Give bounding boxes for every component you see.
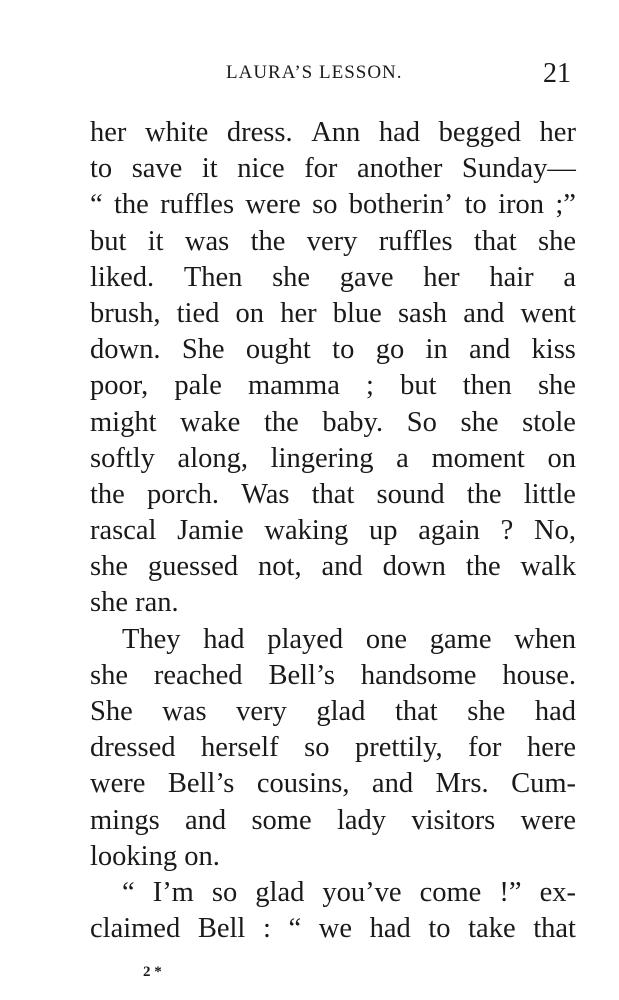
text-line [90, 368, 576, 404]
text-word: so [211, 876, 238, 908]
text-word: reached [153, 659, 243, 691]
text-word: dress. [226, 117, 293, 148]
text-word: so [304, 732, 330, 764]
running-title: LAURA’S LESSON. [226, 62, 403, 83]
text-word: poor, [90, 370, 149, 402]
text-word: went [520, 297, 576, 329]
text-word: a [396, 442, 409, 474]
text-word: tied [176, 297, 220, 329]
text-word: the [114, 189, 149, 221]
text-word: were [520, 804, 576, 836]
text-word: She [181, 334, 225, 366]
text-word: “ [122, 876, 135, 908]
text-word: glad [255, 876, 305, 908]
text-word: that [311, 478, 355, 510]
text-line [90, 405, 576, 441]
text-word: her [90, 117, 127, 148]
text-line [90, 260, 576, 296]
text-word: but [400, 370, 437, 402]
text-word: sound [376, 478, 445, 510]
text-line [90, 151, 576, 187]
text-line [90, 549, 576, 585]
text-word: sash [397, 297, 448, 329]
text-word: white [144, 117, 209, 148]
text-word: it [147, 225, 164, 257]
text-line-content: looking on. [90, 840, 220, 872]
text-word: her [280, 297, 317, 329]
text-word: Cum- [511, 768, 576, 800]
text-word: Mrs. [435, 768, 489, 800]
text-word: ; [366, 370, 374, 402]
text-line [90, 622, 576, 658]
text-word: stole [522, 406, 576, 438]
text-word: porch. [146, 478, 219, 510]
text-word: game [429, 623, 492, 655]
text-word: so [312, 189, 338, 221]
text-word: She [90, 696, 133, 727]
text-word: and [371, 768, 414, 800]
text-word: played [267, 623, 344, 655]
text-word: Bell’s [268, 659, 335, 691]
text-word: very [236, 696, 287, 727]
text-word: : [262, 913, 271, 945]
text-word: ruffles [160, 189, 235, 221]
text-word: lingering [270, 442, 374, 474]
text-word: Was [241, 478, 290, 510]
text-word: visitors [411, 804, 496, 836]
text-word: I’m [152, 876, 194, 908]
text-line [90, 187, 576, 223]
text-word: mings [90, 804, 160, 836]
text-word: ex- [539, 876, 576, 908]
text-word: ought [245, 334, 311, 366]
text-word: on [547, 442, 576, 474]
text-line [90, 513, 576, 549]
text-word: wake [180, 406, 241, 438]
text-word: were [245, 189, 301, 221]
text-word: a [563, 261, 576, 293]
text-word: and [185, 804, 227, 836]
text-word: and [321, 551, 363, 583]
text-word: prettily, [355, 732, 443, 764]
text-word: then [462, 370, 512, 402]
text-word: save [131, 153, 183, 185]
text-word: herself [201, 732, 279, 764]
text-word: had [378, 117, 421, 148]
text-word: “ [288, 913, 302, 945]
text-word: when [514, 623, 576, 655]
text-word: house. [502, 659, 576, 691]
text-word: was [162, 696, 207, 727]
text-word: cousins, [256, 768, 350, 800]
text-word: to [428, 913, 451, 945]
text-word: her [423, 261, 460, 293]
text-word: one [365, 623, 408, 655]
text-word: Ann [311, 117, 361, 148]
text-word: here [526, 732, 576, 764]
text-word: walk [520, 551, 576, 583]
text-word: pale [174, 370, 222, 402]
text-word: along, [177, 442, 248, 474]
text-word: her [539, 117, 576, 148]
text-word: might [90, 406, 157, 438]
text-word: take [468, 913, 516, 945]
text-word: were [90, 768, 146, 800]
text-word: had [203, 623, 245, 655]
text-word: some [251, 804, 312, 836]
text-word: iron [498, 189, 545, 221]
text-line [90, 803, 576, 839]
text-word: very [306, 225, 358, 257]
text-line [90, 332, 576, 368]
text-word: blue [332, 297, 382, 329]
text-line [90, 441, 576, 477]
text-word: Bell [197, 913, 246, 945]
text-line [90, 911, 576, 947]
text-word: claimed [90, 913, 181, 945]
text-word: Sunday— [461, 153, 576, 185]
text-word: ruffles [378, 225, 453, 257]
text-line [90, 296, 576, 332]
text-word: for [468, 732, 502, 764]
text-word: again [418, 515, 480, 547]
text-word: moment [431, 442, 525, 474]
text-word: Jamie [177, 515, 244, 547]
text-word: and [463, 297, 505, 329]
text-word: begged [438, 117, 521, 148]
page-number: 21 [543, 58, 571, 89]
text-word: the [250, 225, 286, 257]
text-word: kiss [531, 334, 576, 366]
text-word: “ [90, 189, 103, 221]
text-word: she [90, 659, 128, 691]
text-word: Bell’s [167, 768, 235, 800]
signature-mark: 2 * [143, 964, 162, 980]
text-word: she [460, 406, 499, 438]
text-word: to [464, 189, 487, 221]
text-word: glad [316, 696, 366, 727]
text-word: to [332, 334, 355, 366]
text-word: dressed [90, 732, 176, 764]
text-word: the [90, 478, 125, 510]
text-word: the [466, 478, 502, 510]
text-word: on [235, 297, 265, 329]
text-word: the [465, 551, 501, 583]
text-word: the [263, 406, 299, 438]
text-word: go [375, 334, 405, 366]
text-word: handsome [360, 659, 477, 691]
text-word: she [537, 225, 576, 257]
text-word: Then [183, 261, 243, 293]
text-word: down [382, 551, 446, 583]
text-word: little [523, 478, 576, 510]
text-word: waking [264, 515, 349, 547]
text-word: They [122, 623, 181, 655]
text-line [90, 839, 576, 875]
text-line [90, 730, 576, 766]
text-word: nice [237, 153, 285, 185]
text-word: that [394, 696, 438, 727]
text-line [90, 766, 576, 802]
text-word: to [90, 153, 113, 185]
text-word: not, [258, 551, 302, 583]
text-word: ? [500, 515, 514, 547]
text-word: mamma [248, 370, 340, 402]
text-word: we [318, 913, 352, 945]
text-word: another [356, 153, 443, 185]
text-word: she [467, 696, 506, 727]
text-word: No, [534, 515, 576, 547]
text-line [90, 694, 576, 730]
text-word: baby. [322, 406, 384, 438]
text-word: and [469, 334, 511, 366]
text-word: softly [90, 442, 155, 474]
text-word: hair [489, 261, 534, 293]
text-line [90, 224, 576, 260]
text-word: was [184, 225, 230, 257]
text-word: botherin’ [348, 189, 454, 221]
body-text [90, 115, 576, 947]
text-word: ;” [555, 189, 576, 221]
text-line [90, 875, 576, 911]
text-line [90, 585, 576, 621]
text-word: So [406, 406, 437, 438]
text-line-content: she ran. [90, 587, 179, 619]
text-word: she [90, 551, 128, 583]
text-word: in [425, 334, 448, 366]
text-word: up [369, 515, 398, 547]
text-word: had [534, 696, 576, 727]
text-word: that [473, 225, 517, 257]
text-line [90, 477, 576, 513]
text-word: it [201, 153, 218, 185]
text-word: down. [90, 334, 161, 366]
text-word: liked. [90, 261, 155, 293]
text-word: rascal [90, 515, 157, 547]
text-word: had [369, 913, 411, 945]
text-word: come [419, 876, 482, 908]
text-word: gave [339, 261, 394, 293]
text-word: !” [499, 876, 522, 908]
text-word: brush, [90, 297, 161, 329]
text-line [90, 115, 576, 151]
text-word: but [90, 225, 127, 257]
text-word: for [304, 153, 338, 185]
text-word: guessed [147, 551, 239, 583]
text-word: lady [336, 804, 387, 836]
text-word: you’ve [322, 876, 402, 908]
text-line [90, 658, 576, 694]
text-word: she [537, 370, 576, 402]
text-word: she [272, 261, 311, 293]
text-word: that [533, 913, 576, 945]
